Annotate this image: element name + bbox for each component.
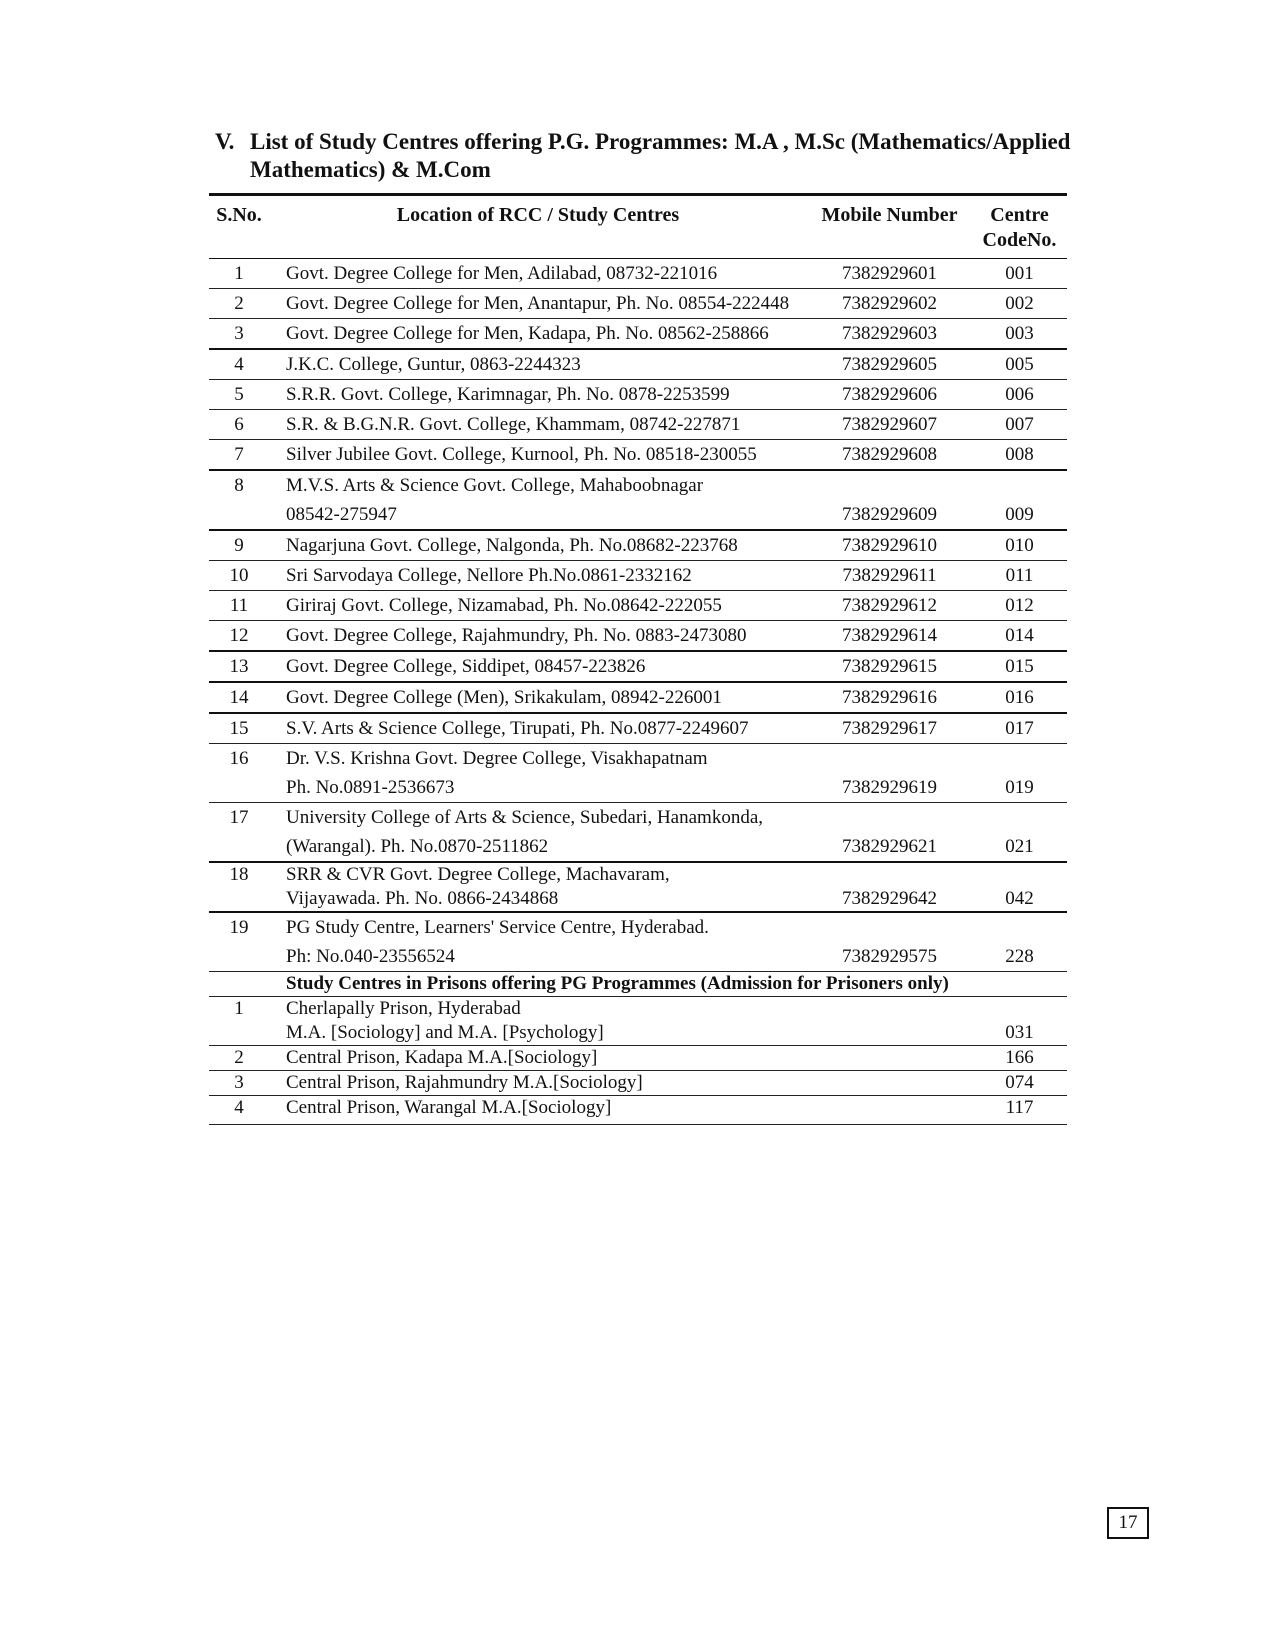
cell-sno: 14 (209, 682, 269, 713)
page-number: 17 (1107, 1507, 1149, 1539)
cell-sno: 17 (209, 803, 269, 863)
cell-sno: 1 (209, 997, 269, 1046)
prison-section-row (209, 972, 1067, 997)
table-row (209, 530, 1067, 561)
cell-code: 009 (972, 470, 1067, 530)
cell-code: 019 (972, 744, 1067, 803)
cell-mobile: 7382929616 (807, 682, 972, 713)
table-row (209, 410, 1067, 440)
cell-mobile: 7382929607 (807, 410, 972, 440)
table-row (209, 803, 1067, 863)
cell-mobile: 7382929610 (807, 530, 972, 561)
cell-mobile: 7382929614 (807, 621, 972, 652)
cell-sno: 13 (209, 651, 269, 682)
location-line: (Warangal). Ph. No.0870-2511862 (286, 836, 549, 857)
cell-code: 042 (972, 862, 1067, 912)
cell-mobile: 7382929642 (807, 862, 972, 912)
table-row (209, 380, 1067, 410)
cell-code: 117 (972, 1096, 1067, 1125)
location-line: Vijayawada. Ph. No. 0866-2434868 (286, 888, 559, 909)
cell-sno: 7 (209, 440, 269, 471)
cell-location (269, 862, 807, 912)
cell-location: Govt. Degree College for Men, Adilabad, 08732-221016 (269, 259, 807, 289)
prison-section-title: Study Centres in Prisons offering PG Programmes (Admission for Prisoners only) (269, 972, 1067, 997)
cell-code: 014 (972, 621, 1067, 652)
cell-sno: 11 (209, 591, 269, 621)
location-line: Cherlapally Prison, Hyderabad (286, 998, 521, 1019)
cell-code: 005 (972, 349, 1067, 380)
cell-mobile: 7382929609 (807, 470, 972, 530)
cell-code: 016 (972, 682, 1067, 713)
cell-code: 017 (972, 713, 1067, 744)
cell-mobile: 7382929608 (807, 440, 972, 471)
cell-code: 001 (972, 259, 1067, 289)
cell-location: Central Prison, Warangal M.A.[Sociology] (269, 1096, 972, 1125)
prison-row (209, 1046, 1067, 1071)
cell-mobile: 7382929619 (807, 744, 972, 803)
cell-sno: 3 (209, 1071, 269, 1096)
cell-code: 074 (972, 1071, 1067, 1096)
cell-code: 228 (972, 912, 1067, 972)
heading-number: V. (215, 129, 235, 154)
table-row (209, 591, 1067, 621)
cell-sno: 2 (209, 1046, 269, 1071)
cell-code: 007 (972, 410, 1067, 440)
cell-sno: 4 (209, 1096, 269, 1125)
section-heading (215, 128, 1075, 184)
cell-sno: 3 (209, 319, 269, 350)
cell-code: 003 (972, 319, 1067, 350)
header-code: Centre CodeNo. (982, 204, 1057, 251)
cell-mobile: 7382929603 (807, 319, 972, 350)
prison-row (209, 1096, 1067, 1125)
header-mobile: Mobile Number (821, 204, 958, 226)
table-row (209, 862, 1067, 912)
cell-location: S.V. Arts & Science College, Tirupati, Ph. No.0877-2249607 (269, 713, 807, 744)
cell-code: 002 (972, 289, 1067, 319)
cell-code: 006 (972, 380, 1067, 410)
cell-code: 012 (972, 591, 1067, 621)
cell-location: J.K.C. College, Guntur, 0863-2244323 (269, 349, 807, 380)
table-row (209, 621, 1067, 652)
cell-code: 015 (972, 651, 1067, 682)
table-row (209, 319, 1067, 350)
cell-location (269, 912, 807, 972)
cell-location: Govt. Degree College for Men, Kadapa, Ph. No. 08562-258866 (269, 319, 807, 350)
cell-sno: 12 (209, 621, 269, 652)
cell-location (269, 803, 807, 863)
cell-sno: 6 (209, 410, 269, 440)
cell-location: Nagarjuna Govt. College, Nalgonda, Ph. No.08682-223768 (269, 530, 807, 561)
cell-location: Silver Jubilee Govt. College, Kurnool, Ph. No. 08518-230055 (269, 440, 807, 471)
location-line: SRR & CVR Govt. Degree College, Machavaram, (286, 864, 670, 885)
cell-code: 021 (972, 803, 1067, 863)
cell-code: 010 (972, 530, 1067, 561)
cell-location: Giriraj Govt. College, Nizamabad, Ph. No.08642-222055 (269, 591, 807, 621)
cell-location: Govt. Degree College, Rajahmundry, Ph. No. 0883-2473080 (269, 621, 807, 652)
table-row (209, 713, 1067, 744)
cell-location (269, 744, 807, 803)
table-row (209, 259, 1067, 289)
cell-mobile: 7382929621 (807, 803, 972, 863)
cell-sno: 19 (209, 912, 269, 972)
cell-sno: 18 (209, 862, 269, 912)
cell-mobile: 7382929612 (807, 591, 972, 621)
cell-location: Sri Sarvodaya College, Nellore Ph.No.0861-2332162 (269, 561, 807, 591)
cell-location: S.R.R. Govt. College, Karimnagar, Ph. No. 0878-2253599 (269, 380, 807, 410)
cell-code: 008 (972, 440, 1067, 471)
table-row (209, 651, 1067, 682)
cell-sno: 4 (209, 349, 269, 380)
cell-sno: 8 (209, 470, 269, 530)
table-row (209, 682, 1067, 713)
cell-sno: 5 (209, 380, 269, 410)
table-row (209, 912, 1067, 972)
prison-row (209, 1071, 1067, 1096)
cell-location (269, 997, 972, 1046)
cell-location (269, 470, 807, 530)
table-row (209, 561, 1067, 591)
header-location: Location of RCC / Study Centres (396, 204, 680, 226)
cell-location: Govt. Degree College, Siddipet, 08457-223826 (269, 651, 807, 682)
cell-mobile: 7382929605 (807, 349, 972, 380)
cell-sno: 15 (209, 713, 269, 744)
location-line: 08542-275947 (286, 504, 397, 525)
location-line: University College of Arts & Science, Subedari, Hanamkonda, (286, 807, 764, 828)
cell-sno: 16 (209, 744, 269, 803)
cell-code: 031 (972, 997, 1067, 1046)
cell-location: Govt. Degree College (Men), Srikakulam, 08942-226001 (269, 682, 807, 713)
location-line: M.A. [Sociology] and M.A. [Psychology] (286, 1022, 604, 1043)
location-line: PG Study Centre, Learners' Service Centre, Hyderabad. (286, 917, 709, 938)
cell-mobile: 7382929611 (807, 561, 972, 591)
location-line: Ph: No.040-23556524 (286, 946, 455, 967)
cell-sno: 2 (209, 289, 269, 319)
location-line: Ph. No.0891-2536673 (286, 777, 455, 798)
table-row (209, 440, 1067, 471)
cell-mobile: 7382929615 (807, 651, 972, 682)
location-line: Dr. V.S. Krishna Govt. Degree College, Visakhapatnam (286, 748, 708, 769)
cell-mobile: 7382929617 (807, 713, 972, 744)
cell-code: 166 (972, 1046, 1067, 1071)
cell-sno: 1 (209, 259, 269, 289)
table-row (209, 470, 1067, 530)
table-header-row (209, 195, 1067, 259)
cell-location: S.R. & B.G.N.R. Govt. College, Khammam, 08742-227871 (269, 410, 807, 440)
table-row (209, 744, 1067, 803)
cell-mobile: 7382929606 (807, 380, 972, 410)
cell-location: Central Prison, Kadapa M.A.[Sociology] (269, 1046, 972, 1071)
cell-mobile: 7382929601 (807, 259, 972, 289)
table-row (209, 349, 1067, 380)
cell-location: Govt. Degree College for Men, Anantapur, Ph. No. 08554-222448 (269, 289, 807, 319)
cell-mobile: 7382929602 (807, 289, 972, 319)
cell-sno: 10 (209, 561, 269, 591)
cell-mobile: 7382929575 (807, 912, 972, 972)
cell-code: 011 (972, 561, 1067, 591)
heading-text: List of Study Centres offering P.G. Programmes: M.A , M.Sc (Mathematics/Applied Mathematics) & M.Com (250, 129, 1071, 182)
table-row (209, 289, 1067, 319)
prison-row (209, 997, 1067, 1046)
cell-location: Central Prison, Rajahmundry M.A.[Sociology] (269, 1071, 972, 1096)
header-sno: S.No. (216, 204, 262, 226)
study-centres-table (209, 193, 1067, 1125)
location-line: M.V.S. Arts & Science Govt. College, Mahaboobnagar (286, 475, 704, 496)
cell-sno: 9 (209, 530, 269, 561)
